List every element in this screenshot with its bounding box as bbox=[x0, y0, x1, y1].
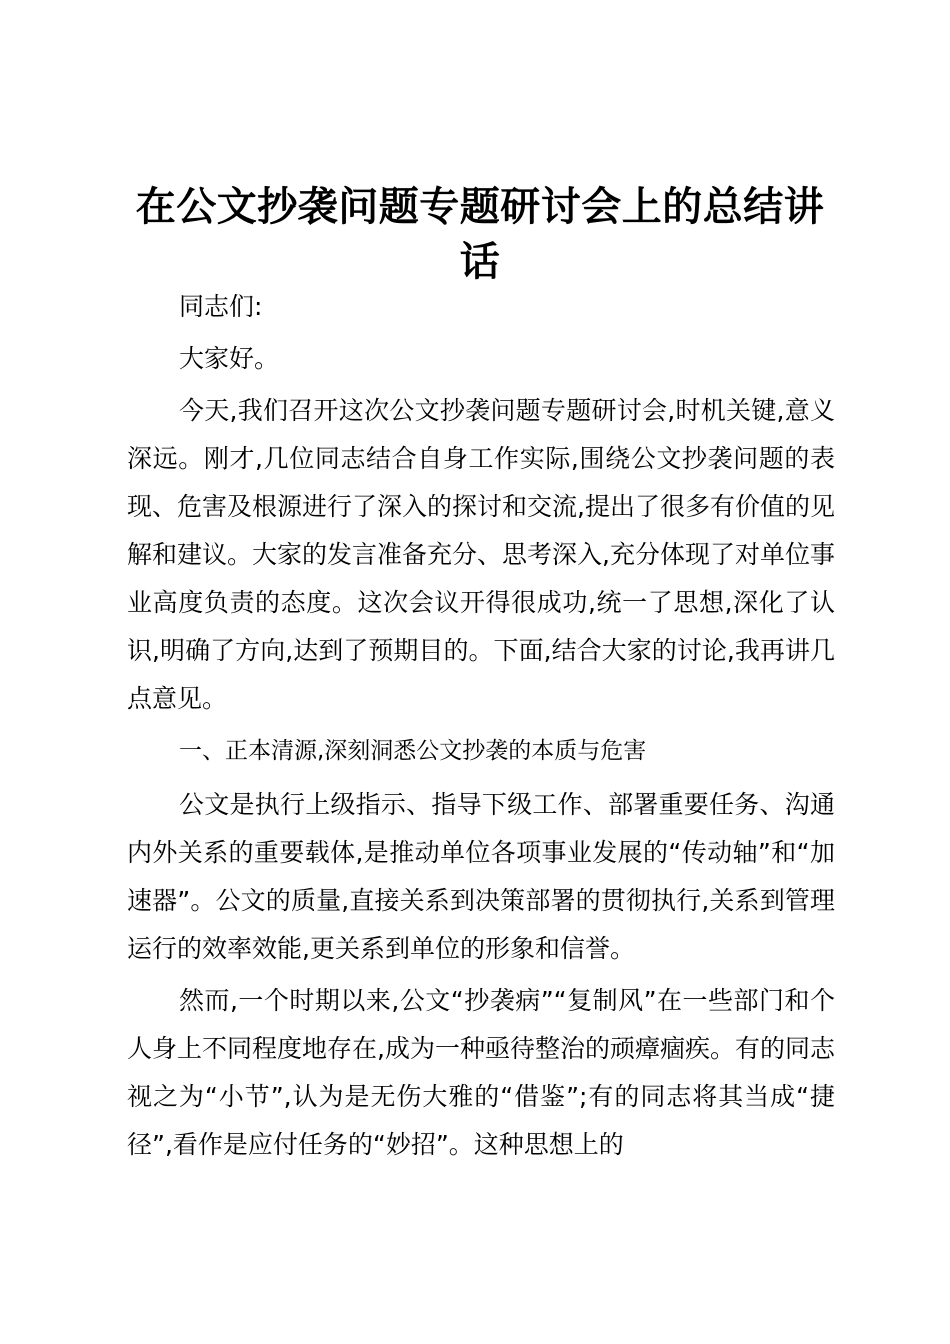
greeting: 大家好。 bbox=[179, 344, 280, 373]
document-body bbox=[127, 283, 835, 1173]
body-paragraph: 然而,一个时期以来,公文“抄袭病”“复制风”在一些部门和个人身上不同程度地存在,成为一种亟待整治的顽瘴痼疾。有的同志视之为“小节”,认为是无伤大雅的“借鉴”;有的同志将其当成“捷径”,看作是应付任务的“妙招”。这种思想上的 bbox=[127, 986, 835, 1159]
section-heading: 一、正本清源,深刻洞悉公文抄袭的本质与危害 bbox=[179, 738, 647, 764]
salutation: 同志们: bbox=[179, 292, 263, 321]
body-paragraph: 今天,我们召开这次公文抄袭问题专题研讨会,时机关键,意义深远。刚才,几位同志结合自身工作实际,围绕公文抄袭问题的表现、危害及根源进行了深入的探讨和交流,提出了很多有价值的见解和建议。大家的发言准备充分、思考深入,充分体现了对单位事业高度负责的态度。这次会议开得很成功,统一了思想,深化了认识,明确了方向,达到了预期目的。下面,结合大家的讨论,我再讲几点意见。 bbox=[127, 396, 835, 713]
body-paragraph: 公文是执行上级指示、指导下级工作、部署重要任务、沟通内外关系的重要载体,是推动单位各项事业发展的“传动轴”和“加速器”。公文的质量,直接关系到决策部署的贯彻执行,关系到管理运行的效率效能,更关系到单位的形象和信誉。 bbox=[127, 790, 835, 963]
document-title: 在公文抄袭问题专题研讨会上的总结讲话 bbox=[135, 184, 825, 285]
